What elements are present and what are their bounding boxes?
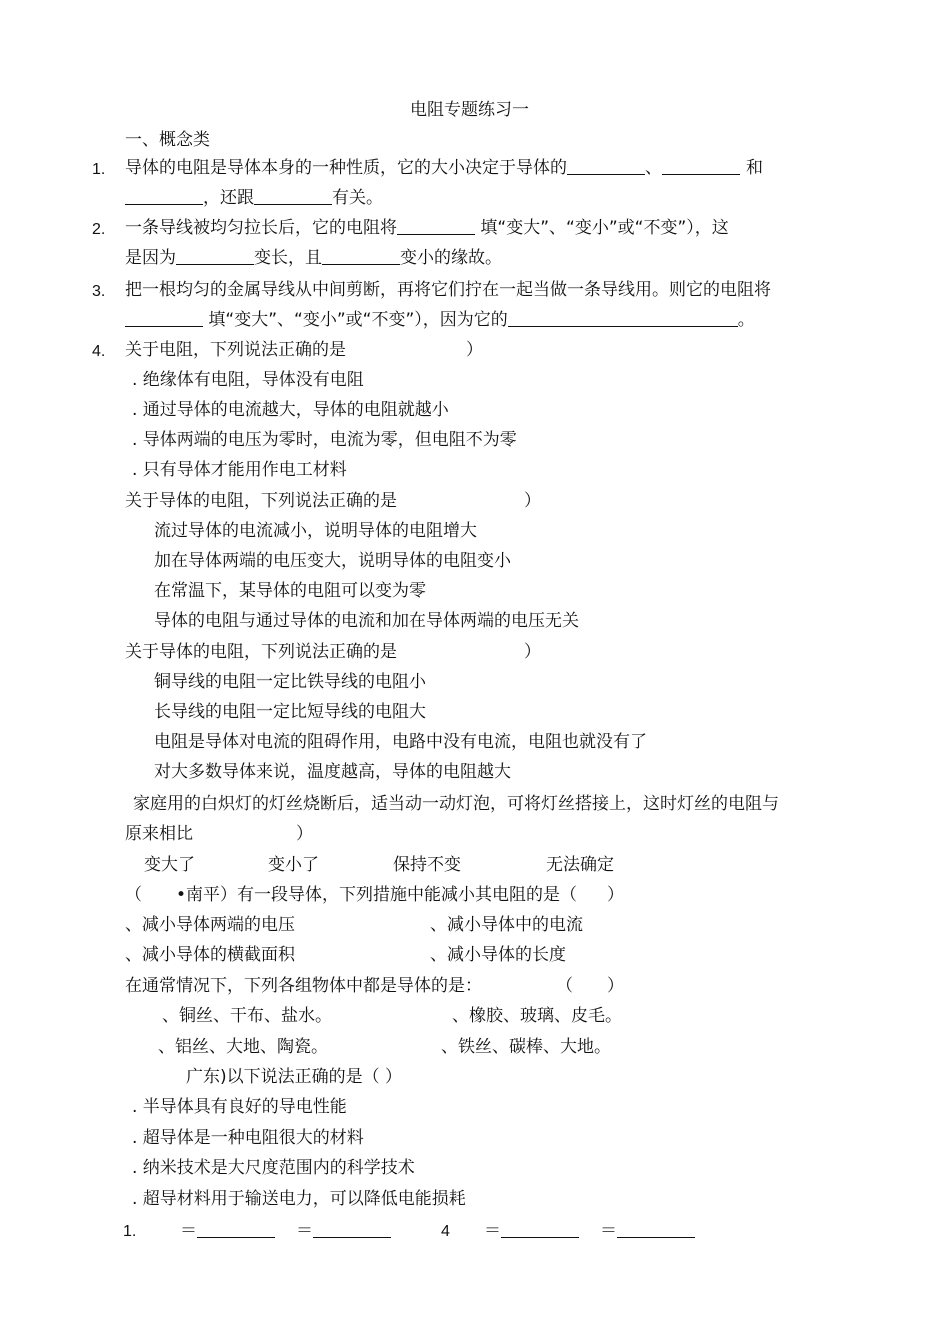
question-7-line-1: 家庭用的白炽灯的灯丝烧断后，适当动一动灯泡，可将灯丝搭接上，这时灯丝的电阻与 [133, 794, 779, 814]
question-10-option[interactable]: . 纳米技术是大尺度范围内的科学技术 [132, 1158, 415, 1178]
answer-number-1: 1. [123, 1223, 137, 1240]
question-5-option[interactable]: 加在导体两端的电压变大，说明导体的电阻变小 [154, 551, 511, 571]
answer-row-c: ＝ [484, 1219, 579, 1243]
question-10-option[interactable]: . 超导材料用于输送电力，可以降低电能损耗 [132, 1189, 466, 1209]
question-5-paren: ） [524, 491, 541, 511]
question-5-stem: 关于导体的电阻，下列说法正确的是 [125, 491, 397, 511]
answer-number-4: 4 [441, 1223, 450, 1240]
question-number-3: 3. [92, 283, 106, 300]
answer-blank[interactable] [501, 1221, 579, 1238]
answer-blank[interactable] [254, 188, 332, 205]
question-number-2: 2. [92, 221, 106, 238]
question-6-option[interactable]: 铜导线的电阻一定比铁导线的电阻小 [154, 672, 426, 692]
question-7-option[interactable]: 保持不变 [393, 855, 461, 875]
question-2-line-2: 是因为 变长，且 变小的缘故。 [125, 248, 502, 268]
answer-blank[interactable] [313, 1221, 391, 1238]
answer-blank[interactable] [322, 248, 400, 265]
question-5-option[interactable]: 在常温下，某导体的电阻可以变为零 [154, 581, 426, 601]
question-10-option[interactable]: . 半导体具有良好的导电性能 [132, 1097, 347, 1117]
question-10-option[interactable]: . 超导体是一种电阻很大的材料 [132, 1128, 364, 1148]
question-6-stem: 关于导体的电阻，下列说法正确的是 [125, 642, 397, 662]
question-9-option[interactable]: 、铁丝、碳棒、大地。 [441, 1037, 611, 1057]
answer-blank[interactable] [197, 1221, 275, 1238]
question-9-option[interactable]: 、橡胶、玻璃、皮毛。 [452, 1006, 622, 1026]
answer-blank[interactable] [617, 1221, 695, 1238]
question-4-option[interactable]: . 导体两端的电压为零时，电流为零，但电阻不为零 [132, 430, 517, 450]
question-8-stem: （ •南平）有一段导体，下列措施中能减小其电阻的是（ ） [125, 885, 625, 905]
question-7-option[interactable]: 变小了 [268, 855, 319, 875]
answer-blank[interactable] [662, 158, 740, 175]
section-heading: 一、概念类 [125, 130, 210, 150]
question-6-option[interactable]: 对大多数导体来说，温度越高，导体的电阻越大 [154, 762, 511, 782]
question-8-option[interactable]: 、减小导体的横截面积 [125, 945, 295, 965]
question-9-stem: 在通常情况下，下列各组物体中都是导体的是： [125, 976, 482, 996]
question-6-option[interactable]: 电阻是导体对电流的阻碍作用，电路中没有电流，电阻也就没有了 [154, 732, 647, 752]
question-8-option[interactable]: 、减小导体中的电流 [430, 915, 583, 935]
question-5-option[interactable]: 导体的电阻与通过导体的电流和加在导体两端的电压无关 [154, 611, 579, 631]
question-number-1: 1. [92, 161, 106, 178]
question-number-4: 4. [92, 343, 106, 360]
question-8-option[interactable]: 、减小导体两端的电压 [125, 915, 295, 935]
answer-row-d: ＝ [600, 1219, 695, 1243]
answer-blank[interactable] [176, 248, 254, 265]
answer-blank[interactable] [508, 310, 738, 327]
question-1-line-1: 导体的电阻是导体本身的一种性质，它的大小决定于导体的 、 和 [125, 158, 763, 178]
question-6-paren: ） [524, 642, 541, 662]
question-5-option[interactable]: 流过导体的电流减小，说明导体的电阻增大 [154, 521, 477, 541]
answer-blank[interactable] [397, 218, 475, 235]
question-3-line-1: 把一根均匀的金属导线从中间剪断，再将它们拧在一起当做一条导线用。则它的电阻将 [125, 280, 771, 300]
question-4-paren: ） [466, 340, 483, 360]
question-7-line-2: 原来相比 [125, 824, 193, 844]
question-9-option[interactable]: 、铜丝、干布、盐水。 [162, 1006, 332, 1026]
answer-blank[interactable] [125, 310, 203, 327]
question-4-option[interactable]: . 绝缘体有电阻，导体没有电阻 [132, 370, 364, 390]
question-7-paren: ） [296, 824, 313, 844]
answer-row-b: ＝ [296, 1219, 391, 1243]
question-10-stem: 广东)以下说法正确的是（ ） [186, 1067, 403, 1087]
answer-blank[interactable] [567, 158, 645, 175]
question-8-option[interactable]: 、减小导体的长度 [430, 945, 566, 965]
answer-row-a: ＝ [180, 1219, 275, 1243]
question-6-option[interactable]: 长导线的电阻一定比短导线的电阻大 [154, 702, 426, 722]
question-4-option[interactable]: . 只有导体才能用作电工材料 [132, 460, 347, 480]
question-4-stem: 关于电阻，下列说法正确的是 [125, 340, 346, 360]
question-7-option[interactable]: 无法确定 [546, 855, 614, 875]
question-2-line-1: 一条导线被均匀拉长后，它的电阻将 填“变大”、“变小”或“不变”），这 [125, 218, 729, 238]
question-4-option[interactable]: . 通过导体的电流越大，导体的电阻就越小 [132, 400, 449, 420]
question-7-option[interactable]: 变大了 [144, 855, 195, 875]
answer-blank[interactable] [125, 188, 203, 205]
question-9-paren: （ ） [556, 976, 624, 996]
question-9-option[interactable]: 、铝丝、大地、陶瓷。 [158, 1037, 328, 1057]
question-3-line-2: 填“变大”、“变小”或“不变”），因为它的 。 [125, 308, 755, 332]
document-title: 电阻专题练习一 [410, 100, 529, 120]
question-1-line-2: ，还跟 有关。 [125, 186, 383, 210]
